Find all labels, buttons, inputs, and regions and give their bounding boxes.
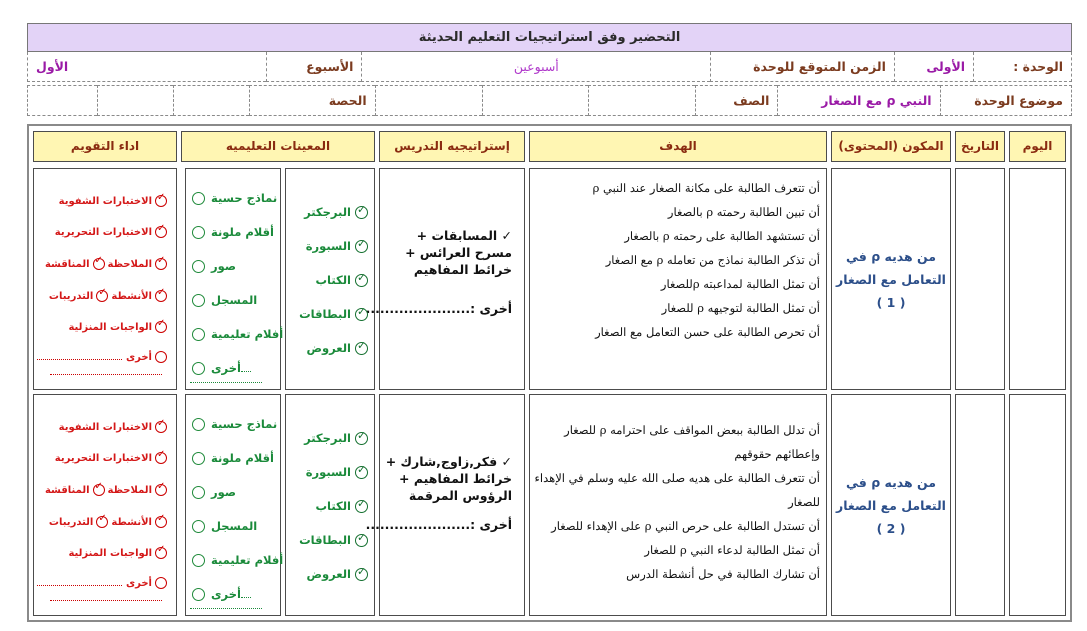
- unit-label: الوحدة :: [974, 52, 1072, 82]
- aid-option: نماذج حسية: [211, 191, 278, 205]
- aid-option: أفلام تعليمية: [211, 327, 284, 341]
- goal-item: أن تمثل الطالبة لمداعبته ρللصغار: [660, 277, 820, 291]
- empty-circle-icon[interactable]: [192, 362, 205, 375]
- topic-value: النبي ρ مع الصغار: [778, 86, 940, 116]
- goal-item: أن تتعرف الطالبة على هديه صلى الله عليه وسلم في الإهداء: [534, 471, 820, 485]
- empty-circle-icon[interactable]: [192, 486, 205, 499]
- goal-item: أن تمثل الطالبة لدعاء النبي ρ للصغار: [644, 543, 820, 557]
- header-table: [27, 23, 1072, 82]
- red-check-icon: [155, 421, 167, 433]
- eval-item: الاختبارات الشفوية: [58, 422, 152, 433]
- col-header-date: التاريخ: [955, 131, 1005, 162]
- goal-item: أن تمثل الطالبة لتوجيهه ρ للصغار: [661, 301, 820, 315]
- red-check-icon: [155, 321, 167, 333]
- eval-item: المناقشة: [44, 485, 90, 496]
- empty-circle-icon[interactable]: [192, 418, 205, 431]
- empty-circle-icon[interactable]: [192, 294, 205, 307]
- eval-item: أخرى: [125, 352, 152, 363]
- page-title: التحضير وفق استراتيجيات التعليم الحديثة: [28, 24, 1072, 52]
- row2-date: [955, 394, 1005, 616]
- strategy-other: أخرى :......................: [365, 301, 512, 316]
- goal-item: أن تستشهد الطالبة على رحمته ρ بالصغار: [624, 229, 820, 243]
- checked-circle-icon: [355, 500, 368, 513]
- red-check-icon: [155, 516, 167, 528]
- strategy-line: خرائط المفاهيم +: [399, 471, 512, 486]
- red-check-icon: [155, 290, 167, 302]
- aid-label: البرجكتر: [304, 205, 351, 219]
- goal-item: أن تستدل الطالبة على حرص النبي ρ على الإهداء للصغار: [551, 519, 820, 533]
- row2-content-line3: ( 2 ): [876, 521, 906, 536]
- aid-option: أفلام تعليمية: [211, 553, 284, 567]
- col-header-content: المكون (المحتوى): [831, 131, 951, 162]
- aid-label: العروض: [306, 341, 351, 355]
- red-check-icon: [155, 195, 167, 207]
- col-header-strategy: إستراتيجيه التدريس: [379, 131, 525, 162]
- checked-circle-icon: [355, 466, 368, 479]
- eval-item: أخرى: [125, 578, 152, 589]
- empty-circle-icon[interactable]: [192, 452, 205, 465]
- row2-content: [831, 394, 951, 616]
- row1-content-line1: من هديه ρ في: [846, 249, 936, 264]
- col-header-goal: الهدف: [529, 131, 827, 162]
- col-header-aids: المعينات التعليميه: [181, 131, 375, 162]
- eval-item: الملاحظة: [107, 259, 152, 270]
- checked-circle-icon: [355, 240, 368, 253]
- empty-circle-icon[interactable]: [192, 226, 205, 239]
- row2-day: [1009, 394, 1066, 616]
- aid-label: الكتاب: [315, 499, 351, 513]
- checked-circle-icon: [355, 274, 368, 287]
- red-check-icon: [155, 484, 167, 496]
- empty-circle-icon[interactable]: [192, 554, 205, 567]
- aid-option: نماذج حسية: [211, 417, 278, 431]
- red-check-icon: [93, 258, 105, 270]
- row2-content-line1: من هديه ρ في: [846, 475, 936, 490]
- row2-strategy: [365, 394, 525, 616]
- eval-item: الاختبارات التحريرية: [54, 227, 152, 238]
- time-label: الزمن المتوقع للوحدة: [711, 52, 895, 82]
- checked-circle-icon: [355, 568, 368, 581]
- strategy-line: ✓ فكر,زاوج,شارك +: [385, 454, 512, 469]
- aid-label: البرجكتر: [304, 431, 351, 445]
- lesson-plan-table: [27, 124, 1072, 622]
- eval-item: الملاحظة: [107, 485, 152, 496]
- goal-item: أن تحرص الطالبة على حسن التعامل مع الصغار: [595, 325, 820, 339]
- aid-option: صور: [211, 485, 236, 499]
- goal-item: أن تدلل الطالبة ببعض المواقف على احترامه ρ للصغار: [564, 423, 820, 437]
- aid-option: المسجل: [211, 293, 258, 307]
- checked-circle-icon: [355, 534, 368, 547]
- week-value: الأول: [28, 52, 267, 82]
- aid-option: أقلام ملونة: [211, 225, 274, 239]
- aid-label: البطاقات: [299, 307, 351, 321]
- aid-label: السبورة: [305, 239, 351, 253]
- class-label: الصف: [696, 86, 778, 116]
- eval-item: الأنشطة: [111, 517, 152, 528]
- row2-eval: [33, 394, 177, 616]
- row1-eval: [33, 168, 177, 390]
- row1-strategy: [365, 168, 525, 390]
- red-check-icon: [155, 547, 167, 559]
- goal-item: أن تشارك الطالبة في حل أنشطة الدرس: [626, 567, 820, 581]
- row2-goals: [529, 394, 827, 616]
- aid-option: صور: [211, 259, 236, 273]
- aid-option: أقلام ملونة: [211, 451, 274, 465]
- aid-label: العروض: [306, 567, 351, 581]
- empty-circle-icon[interactable]: [192, 328, 205, 341]
- strategy-line: ✓ المسابقات +: [416, 228, 512, 243]
- strategy-other: أخرى :......................: [365, 517, 512, 532]
- aid-label: الكتاب: [315, 273, 351, 287]
- week-label: الأسبوع: [266, 52, 362, 82]
- eval-item: الواجبات المنزلية: [68, 322, 152, 333]
- aid-label: البطاقات: [299, 533, 351, 547]
- aid-option: أخرى: [211, 587, 241, 601]
- eval-item: الأنشطة: [111, 291, 152, 302]
- aid-option: أخرى: [211, 361, 241, 375]
- red-check-icon: [93, 484, 105, 496]
- empty-circle-icon[interactable]: [192, 520, 205, 533]
- checked-circle-icon: [355, 342, 368, 355]
- col-header-eval: اداء التقويم: [33, 131, 177, 162]
- row2-content-line2: التعامل مع الصغار: [836, 498, 946, 513]
- checked-circle-icon: [355, 432, 368, 445]
- row1-content: [831, 168, 951, 390]
- red-circle-icon[interactable]: [155, 577, 167, 589]
- goal-item: وإعطائهم حقوقهم: [734, 447, 820, 461]
- row1-content-line2: التعامل مع الصغار: [836, 272, 946, 287]
- red-check-icon: [155, 452, 167, 464]
- row2-aids-checked: [285, 394, 375, 616]
- red-check-icon: [155, 258, 167, 270]
- aid-option: المسجل: [211, 519, 258, 533]
- unit-value: الأولى: [894, 52, 973, 82]
- eval-item: الاختبارات التحريرية: [54, 453, 152, 464]
- strategy-line: مسرح العرائس +: [405, 245, 512, 260]
- row1-aids-options: [185, 168, 284, 390]
- row1-content-line3: ( 1 ): [876, 295, 906, 310]
- red-circle-icon[interactable]: [155, 351, 167, 363]
- row1-date: [955, 168, 1005, 390]
- eval-item: الاختبارات الشفوية: [58, 196, 152, 207]
- checked-circle-icon: [355, 206, 368, 219]
- header-row-3: [27, 85, 1072, 116]
- red-check-icon: [155, 226, 167, 238]
- strategy-line: خرائط المفاهيم: [413, 262, 512, 277]
- eval-item: التدريبات: [48, 291, 94, 302]
- eval-item: الواجبات المنزلية: [68, 548, 152, 559]
- red-check-icon: [96, 516, 108, 528]
- goal-item: أن تذكر الطالبة نماذج من تعامله ρ مع الصغار: [605, 253, 820, 267]
- checked-circle-icon: [355, 308, 368, 321]
- goal-item: أن تتعرف الطالبة على مكانة الصغار عند النبي ρ: [592, 181, 820, 195]
- empty-circle-icon[interactable]: [192, 588, 205, 601]
- goal-item: أن تبين الطالبة رحمته ρ بالصغار: [667, 205, 820, 219]
- row1-day: [1009, 168, 1066, 390]
- eval-item: التدريبات: [48, 517, 94, 528]
- period-label: الحصة: [250, 86, 375, 116]
- strategy-line: الرؤوس المرقمة: [408, 488, 512, 503]
- eval-item: المناقشة: [44, 259, 90, 270]
- row1-aids-checked: [285, 168, 375, 390]
- time-value: أسبوعين: [362, 52, 711, 82]
- empty-circle-icon[interactable]: [192, 260, 205, 273]
- aid-label: السبورة: [305, 465, 351, 479]
- topic-label: موضوع الوحدة: [940, 86, 1071, 116]
- row1-goals: [529, 168, 827, 390]
- red-check-icon: [96, 290, 108, 302]
- empty-circle-icon[interactable]: [192, 192, 205, 205]
- goal-item: للصغار: [788, 495, 820, 509]
- row2-aids-options: [185, 394, 284, 616]
- col-header-day: اليوم: [1009, 131, 1066, 162]
